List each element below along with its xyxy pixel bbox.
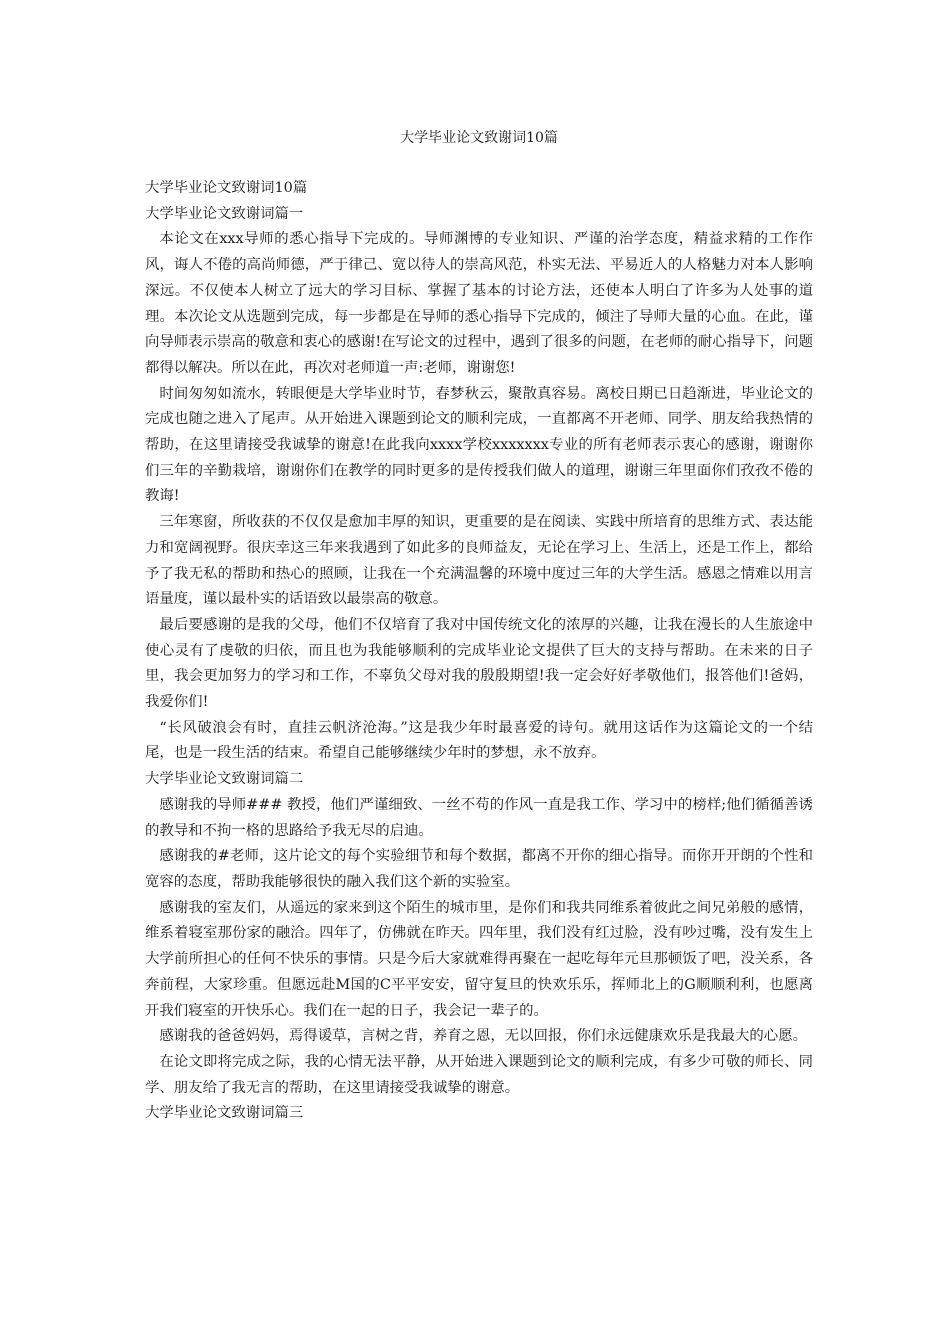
paragraph: “长风破浪会有时，直挂云帆济沧海。”这是我少年时最喜爱的诗句。就用这话作为这篇论文的一个结尾，也是一段生活的结束。希望自己能够继续少年时的梦想，永不放弃。 xyxy=(145,719,813,762)
paragraph: 感谢我的爸爸妈妈，焉得谖草，言树之背，养育之恩，无以回报，你们永远健康欢乐是我最大的心愿。 xyxy=(159,1028,807,1045)
section-heading-1: 大学毕业论文致谢词篇一 xyxy=(145,205,304,222)
paragraph: 感谢我的#老师，这片论文的每个实验细节和每个数据，都离不开你的细心指导。而你开开朗的个性和宽容的态度，帮助我能够很快的融入我们这个新的实验室。 xyxy=(145,848,813,890)
collection-heading: 大学毕业论文致谢词10篇 xyxy=(145,180,308,196)
paragraph: 感谢我的室友们，从遥远的家来到这个陌生的城市里，是你们和我共同维系着彼此之间兄弟般的感情，维系着寝室那份家的融洽。四年了，仿佛就在昨天。四年里，我们没有红过脸，没有吵过嘴，没有发生上大学前所担心的任何不快乐的事情。只是今后大家就难得再聚在一起吃每年元旦那顿饭了吧，没关系，各奔前程，大家珍重。但愿远赴M国的C平平安安，留守复旦的快欢乐乐，挥师北上的G顺顺利利，也愿离开我们寝室的开快乐心。我们在一起的日子，我会记一辈子的。 xyxy=(145,899,813,1019)
paragraph: 感谢我的导师### 教授，他们严谨细致、一丝不苟的作风一直是我工作、学习中的榜样;他们循循善诱的教导和不拘一格的思路给予我无尽的启迪。 xyxy=(145,796,813,839)
paragraph: 最后要感谢的是我的父母，他们不仅培育了我对中国传统文化的浓厚的兴趣，让我在漫长的人生旅途中使心灵有了虔敬的归依，而且也为我能够顺利的完成毕业论文提供了巨大的支持与帮助。在未来的日子里，我会更加努力的学习和工作，不辜负父母对我的殷殷期望!我一定会好好孝敬他们，报答他们!爸妈，我爱你们! xyxy=(145,616,813,711)
paragraph: 三年寒窗，所收获的不仅仅是愈加丰厚的知识，更重要的是在阅读、实践中所培育的思维方式、表达能力和宽阔视野。很庆幸这三年来我遇到了如此多的良师益友，无论在学习上、生活上，还是工作上，都给予了我无私的帮助和热心的照顾，让我在一个充满温馨的环境中度过三年的大学生活。感恩之情难以用言语量度，谨以最朴实的话语致以最崇高的敬意。 xyxy=(145,514,813,608)
document-title: 大学毕业论文致谢词10篇 xyxy=(400,130,558,146)
section-heading-2: 大学毕业论文致谢词篇二 xyxy=(145,771,304,788)
section-heading-3: 大学毕业论文致谢词篇三 xyxy=(145,1105,304,1122)
paragraph: 时间匆匆如流水，转眼便是大学毕业时节，春梦秋云，聚散真容易。离校日期已日趋渐进，毕业论文的完成也随之进入了尾声。从开始进入课题到论文的顺利完成，一直都离不开老师、同学、朋友给我热情的帮助，在这里请接受我诚挚的谢意!在此我向xxxx学校xxxxxxx专业的所有老师表示衷心的感谢，谢谢你们三年的辛勤栽培，谢谢你们在教学的同时更多的是传授我们做人的道理，谢谢三年里面你们孜孜不倦的教诲! xyxy=(145,385,813,505)
document-body xyxy=(145,176,813,1127)
paragraph: 本论文在xxx导师的悉心指导下完成的。导师渊博的专业知识、严谨的治学态度，精益求精的工作作风，诲人不倦的高尚师德，严于律己、宽以待人的崇高风范，朴实无法、平易近人的人格魅力对本人影响深远。不仅使本人树立了远大的学习目标、掌握了基本的讨论方法，还使本人明白了许多为人处事的道理。本次论文从选题到完成，每一步都是在导师的悉心指导下完成的，倾注了导师大量的心血。在此，谨向导师表示崇高的敬意和衷心的感谢!在写论文的过程中，遇到了很多的问题，在老师的耐心指导下，问题都得以解决。所以在此，再次对老师道一声:老师，谢谢您! xyxy=(145,231,813,376)
paragraph: 在论文即将完成之际，我的心情无法平静，从开始进入课题到论文的顺利完成，有多少可敬的师长、同学、朋友给了我无言的帮助，在这里请接受我诚挚的谢意。 xyxy=(145,1053,813,1096)
